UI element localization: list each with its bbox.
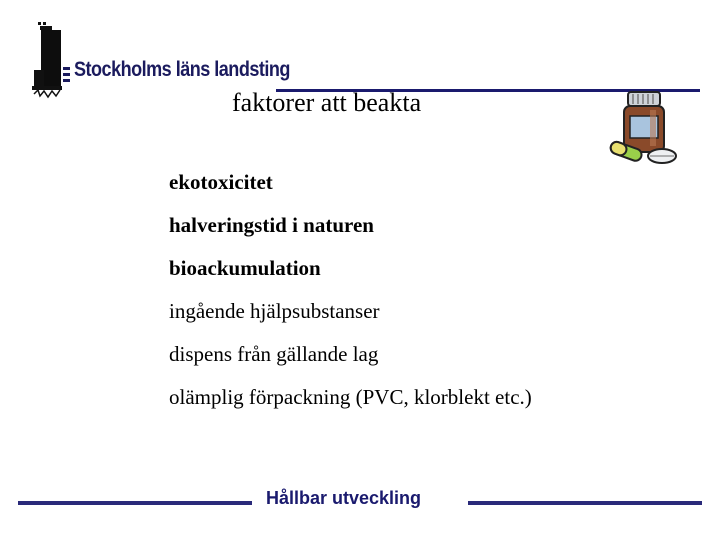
medicine-bottle-with-pills-icon [604, 88, 684, 168]
bullet-list [169, 168, 532, 426]
bullet-item: ingående hjälpsubstanser [169, 299, 380, 323]
footer-divider-right [468, 501, 702, 505]
stockholm-county-logo-icon [30, 20, 70, 100]
bullet-item: olämplig förpackning (PVC, klorblekt etc.) [169, 385, 532, 409]
bullet-item: dispens från gällande lag [169, 342, 379, 366]
bullet-item: halveringstid i naturen [169, 213, 374, 237]
slide-title: faktorer att beakta [232, 88, 422, 117]
footer-text: Hållbar utveckling [266, 488, 422, 508]
bullet-item: bioackumulation [169, 256, 321, 280]
footer-divider-left [18, 501, 252, 505]
logo-text: Stockholms läns landsting [74, 58, 290, 81]
bullet-item: ekotoxicitet [169, 170, 273, 194]
